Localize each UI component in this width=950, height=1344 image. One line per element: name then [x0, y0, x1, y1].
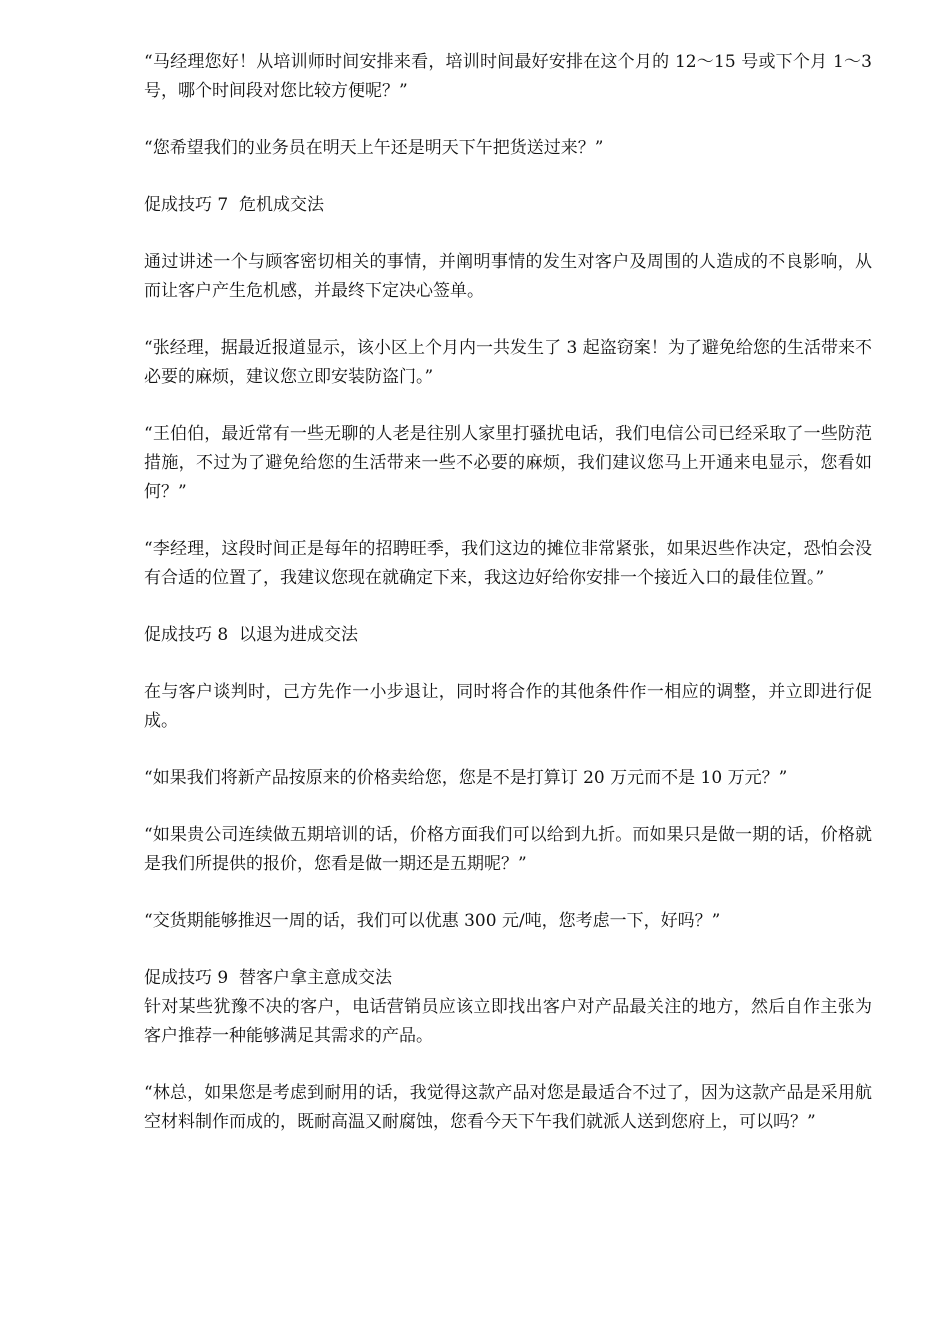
- section-heading-technique-7: 促成技巧 7 危机成交法: [144, 195, 325, 215]
- section-heading-technique-8: 促成技巧 8 以退为进成交法: [144, 625, 359, 645]
- paragraph-example-delivery-delay: “交货期能够推迟一周的话，我们可以优惠 300 元/吨，您考虑一下，好吗？”: [144, 911, 721, 931]
- paragraph-example-wang: “王伯伯，最近常有一些无聊的人老是往别人家里打骚扰电话，我们电信公司已经采取了一些防范措施，不过为了避免给您的生活带来一些不必要的麻烦，我们建议您马上开通来电显示，您看如何？”: [144, 424, 872, 502]
- paragraph-example-new-product: “如果我们将新产品按原来的价格卖给您，您是不是打算订 20 万元而不是 10 万元？”: [144, 768, 788, 788]
- paragraph-technique-8-description: 在与客户谈判时，己方先作一小步退让，同时将合作的其他条件作一相应的调整，并立即进行促成。: [144, 682, 872, 731]
- section-heading-technique-9: 促成技巧 9 替客户拿主意成交法: [144, 968, 393, 988]
- paragraph-technique-9-description: 针对某些犹豫不决的客户，电话营销员应该立即找出客户对产品最关注的地方，然后自作主张为客户推荐一种能够满足其需求的产品。: [144, 997, 872, 1046]
- paragraph-example-li: “李经理，这段时间正是每年的招聘旺季，我们这边的摊位非常紧张，如果迟些作决定，恐怕会没有合适的位置了，我建议您现在就确定下来，我这边好给你安排一个接近入口的最佳位置。”: [144, 539, 872, 588]
- paragraph-example-lin: “林总，如果您是考虑到耐用的话，我觉得这款产品对您是最适合不过了，因为这款产品是采用航空材料制作而成的，既耐高温又耐腐蚀，您看今天下午我们就派人送到您府上，可以吗？”: [144, 1083, 872, 1132]
- paragraph-delivery-question: “您希望我们的业务员在明天上午还是明天下午把货送过来？”: [144, 138, 604, 158]
- paragraph-example-training-discount: “如果贵公司连续做五期培训的话，价格方面我们可以给到九折。而如果只是做一期的话，价格就是我们所提供的报价，您看是做一期还是五期呢？”: [144, 825, 872, 874]
- paragraph-technique-7-description: 通过讲述一个与顾客密切相关的事情，并阐明事情的发生对客户及周围的人造成的不良影响，从而让客户产生危机感，并最终下定决心签单。: [144, 252, 872, 301]
- document-page: [144, 48, 878, 1165]
- paragraph-example-zhang: “张经理，据最近报道显示，该小区上个月内一共发生了 3 起盗窃案！为了避免给您的生活带来不必要的麻烦，建议您立即安装防盗门。”: [144, 338, 872, 387]
- paragraph-schedule-question: “马经理您好！从培训师时间安排来看，培训时间最好安排在这个月的 12～15 号或下个月 1～3 号，哪个时间段对您比较方便呢？”: [144, 52, 878, 101]
